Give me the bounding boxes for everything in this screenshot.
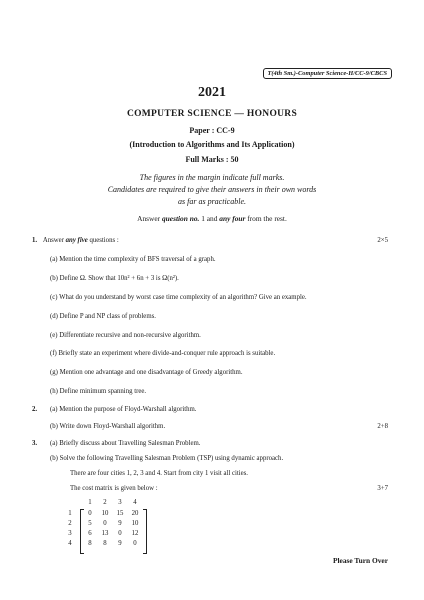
- question-item: (a) Briefly discuss about Travelling Salesman Problem.: [50, 440, 201, 447]
- question-tail: questions :: [87, 237, 119, 244]
- matrix-col-header: 4: [133, 499, 137, 506]
- question-continuation: There are four cities 1, 2, 3 and 4. Start from city 1 visit all cities.: [70, 470, 248, 477]
- answer-instruction: [0, 214, 424, 223]
- exam-year: 2021: [198, 85, 226, 100]
- answer-q-phrase: question no.: [161, 214, 200, 223]
- question-1-marks: 2×5: [377, 237, 388, 244]
- question-item: (a) Mention the time complexity of BFS traversal of a graph.: [50, 256, 216, 263]
- matrix-row-label: 4: [68, 540, 72, 547]
- question-item: (h) Define minimum spanning tree.: [50, 388, 147, 395]
- question-text: Answer: [42, 237, 66, 244]
- question-continuation: The cost matrix is given below :: [70, 485, 158, 492]
- question-item: (b) Solve the following Travelling Salesman Problem (TSP) using dynamic approach.: [50, 455, 284, 462]
- matrix-cell: 6: [88, 530, 92, 537]
- matrix-cell: 0: [133, 540, 137, 547]
- matrix-cell: 0: [118, 530, 122, 537]
- matrix-col-header: 1: [88, 499, 92, 506]
- matrix-row-label: 1: [68, 510, 72, 517]
- answer-suffix: from the rest.: [245, 214, 287, 223]
- answer-any-phrase: any four: [219, 214, 246, 223]
- question-item: (g) Mention one advantage and one disadvantage of Greedy algorithm.: [50, 369, 243, 376]
- please-turn-over: Please Turn Over: [332, 556, 388, 565]
- paper-title: (Introduction to Algorithms and Its Application): [129, 140, 295, 149]
- matrix-col-header: 3: [118, 499, 122, 506]
- matrix-cell: 0: [88, 510, 92, 517]
- instruction-line: as far as practicable.: [178, 197, 246, 206]
- question-item: (d) Define P and NP class of problems.: [50, 313, 156, 320]
- matrix-right-bracket: [143, 509, 147, 554]
- question-3-marks: 3+7: [377, 485, 388, 492]
- matrix-cell: 9: [118, 520, 122, 527]
- paper-code-box: [263, 68, 392, 79]
- matrix-cell: 5: [88, 520, 92, 527]
- answer-middle: 1 and: [199, 214, 220, 223]
- question-1-header: [32, 237, 119, 244]
- question-item: (e) Differentiate recursive and non-recursive algorithm.: [50, 332, 201, 339]
- matrix-row-label: 3: [68, 530, 72, 537]
- question-item: (b) Define Ω. Show that 10n² + 6n + 3 is Ω(n²).: [50, 275, 179, 282]
- question-item: (f) Briefly state an experiment where divide-and-conquer rule approach is suitable.: [50, 350, 276, 357]
- matrix-cell: 10: [101, 510, 109, 517]
- question-2-number: 2.: [32, 406, 38, 413]
- question-item: (a) Mention the purpose of Floyd-Warshall algorithm.: [50, 406, 197, 413]
- answer-prefix: Answer: [137, 214, 162, 223]
- paper-code: T(4th Sm.)-Computer Science-H/CC-9/CBCS: [267, 70, 387, 77]
- instruction-line: The figures in the margin indicate full marks.: [139, 173, 285, 182]
- matrix-cell: 13: [101, 530, 109, 537]
- matrix-cell: 8: [103, 540, 107, 547]
- matrix-cell: 12: [131, 530, 139, 537]
- matrix-cell: 10: [131, 520, 139, 527]
- question-emphasis: any five: [65, 237, 88, 244]
- full-marks: Full Marks : 50: [185, 155, 239, 164]
- paper-number: Paper : CC-9: [189, 126, 235, 135]
- matrix-cell: 20: [131, 510, 139, 517]
- matrix-cell: 15: [116, 510, 124, 517]
- instruction-line: Candidates are required to give their answers in their own words: [107, 185, 317, 194]
- matrix-cell: 0: [103, 520, 107, 527]
- matrix-col-header: 2: [103, 499, 107, 506]
- question-item: (b) Write down Floyd-Warshall algorithm.: [50, 423, 166, 430]
- question-item: (c) What do you understand by worst case time complexity of an algorithm? Give an example.: [50, 294, 307, 301]
- matrix-cell: 9: [118, 540, 122, 547]
- subject-title: COMPUTER SCIENCE — HONOURS: [126, 109, 298, 119]
- question-number: 1.: [32, 237, 38, 244]
- question-2-marks: 2+8: [377, 423, 388, 430]
- matrix-row-label: 2: [68, 520, 72, 527]
- matrix-cell: 8: [88, 540, 92, 547]
- question-3-number: 3.: [32, 440, 38, 447]
